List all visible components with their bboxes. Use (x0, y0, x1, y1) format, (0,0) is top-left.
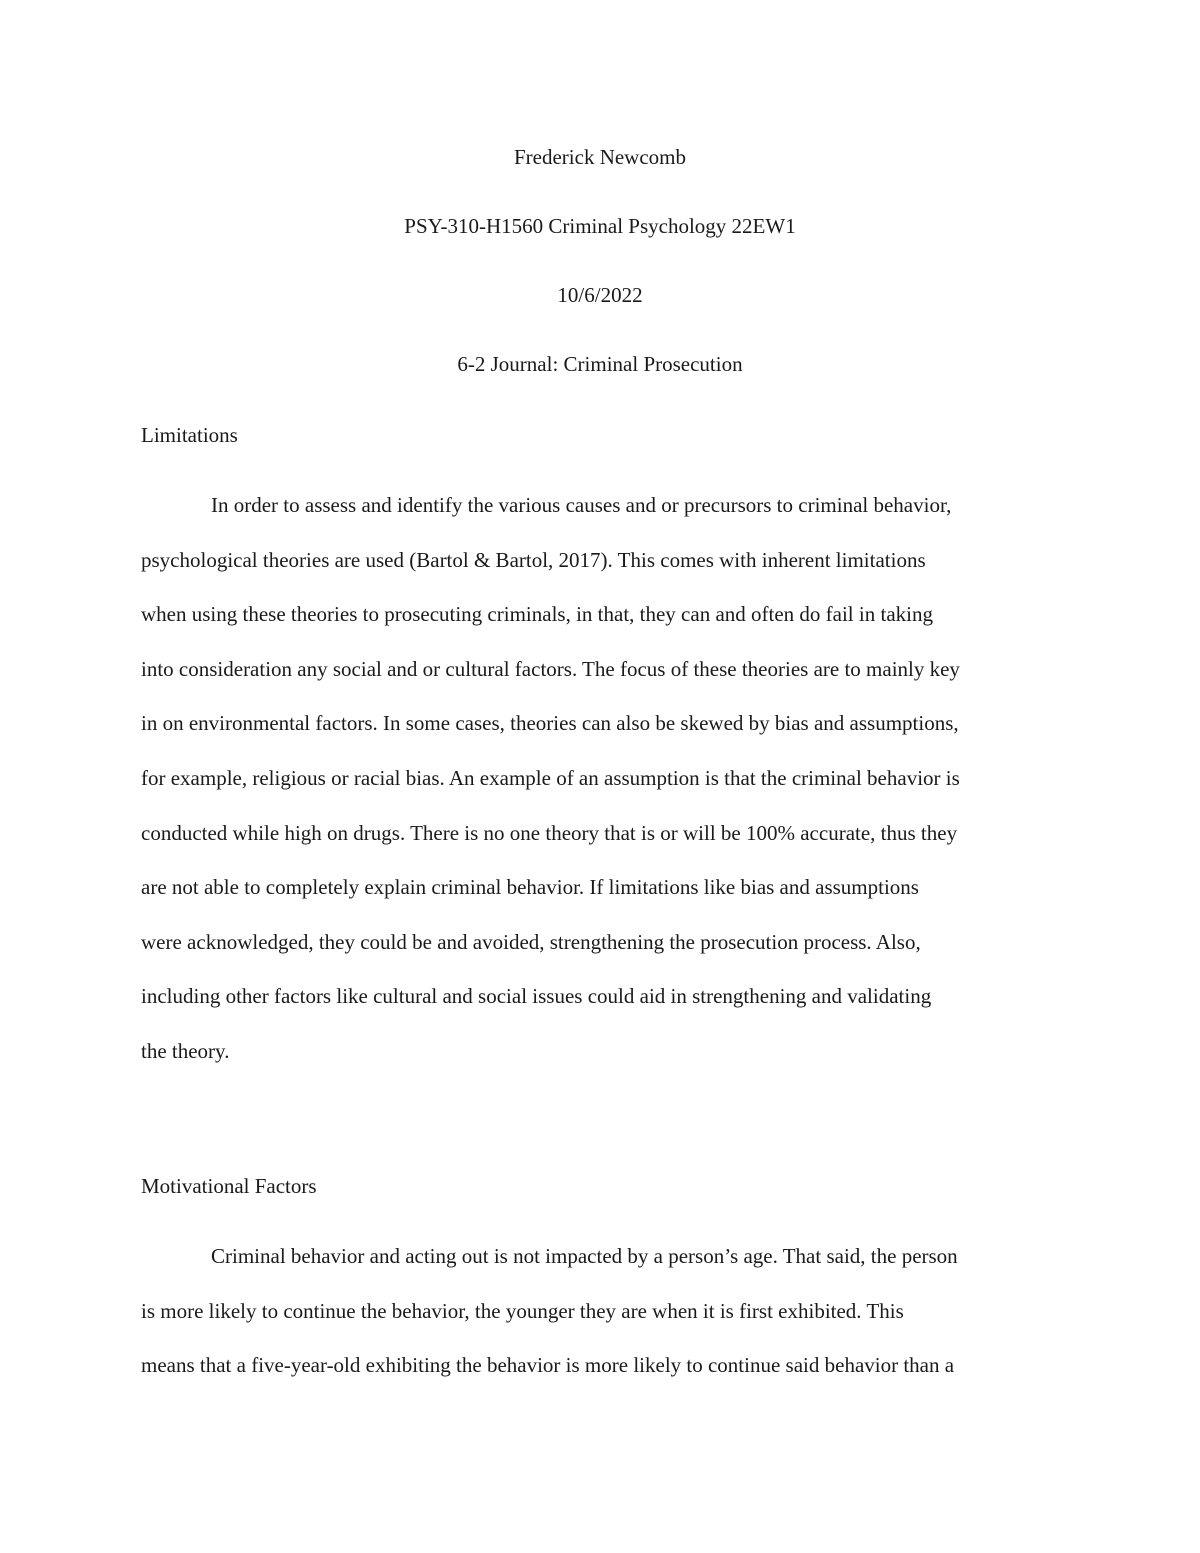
document-date: 10/6/2022 (557, 283, 643, 307)
title-block (0, 140, 1200, 416)
document-title: 6-2 Journal: Criminal Prosecution (457, 352, 743, 376)
paragraph-line: into consideration any social and or cultural factors. The focus of these theories are to mainly key (141, 656, 960, 681)
paragraph-line: are not able to completely explain criminal behavior. If limitations like bias and assumptions (141, 875, 919, 900)
paragraph-line: is more likely to continue the behavior, the younger they are when it is first exhibited. This (141, 1298, 904, 1323)
section-heading: Limitations (141, 423, 238, 447)
paragraph-line: means that a five-year-old exhibiting the behavior is more likely to continue said behavior than a (141, 1353, 955, 1378)
paragraph-line: including other factors like cultural and social issues could aid in strengthening and validating (141, 984, 932, 1009)
section-motivational-factors (141, 1169, 1061, 1403)
section-limitations (141, 418, 1061, 1089)
paragraph-line: were acknowledged, they could be and avoided, strengthening the prosecution process. Also, (141, 929, 921, 954)
paragraph-line: conducted while high on drugs. There is no one theory that is or will be 100% accurate, thus they (141, 820, 958, 845)
author-name: Frederick Newcomb (513, 145, 687, 169)
paragraph-line: for example, religious or racial bias. An example of an assumption is that the criminal behavior is (141, 765, 960, 790)
paragraph-line: in on environmental factors. In some cases, theories can also be skewed by bias and assumptions, (141, 711, 959, 736)
section-heading: Motivational Factors (141, 1174, 317, 1198)
paragraph-line: In order to assess and identify the various causes and or precursors to criminal behavior, (211, 493, 952, 517)
paragraph-line: when using these theories to prosecuting criminals, in that, they can and often do fail in taking (141, 602, 933, 627)
paragraph-line: psychological theories are used (Bartol & Bartol, 2017). This comes with inherent limitations (141, 547, 926, 572)
course-name: PSY-310-H1560 Criminal Psychology 22EW1 (404, 214, 796, 238)
paragraph-line: the theory. (141, 1038, 230, 1063)
paragraph-line: Criminal behavior and acting out is not impacted by a person’s age. That said, the person (211, 1244, 958, 1268)
